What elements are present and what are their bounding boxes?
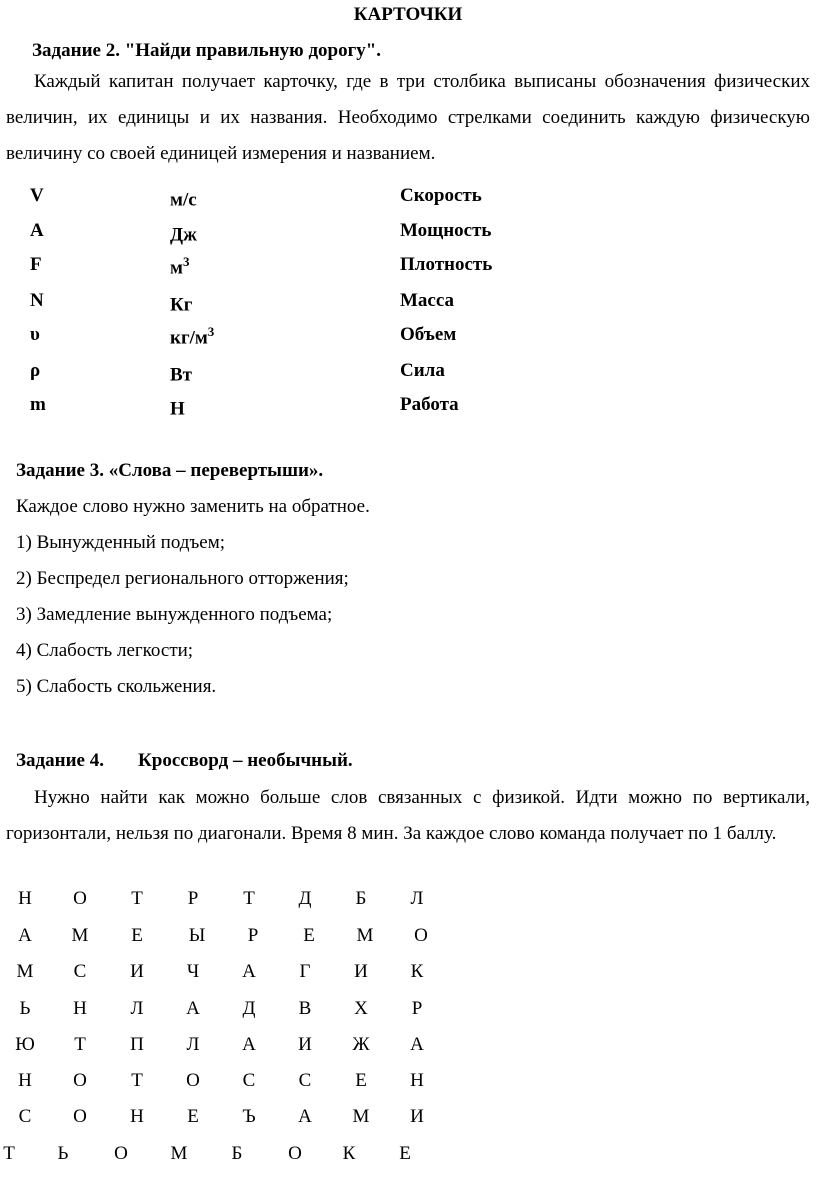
- grid-cell: Н: [410, 1070, 424, 1091]
- grid-cell: О: [73, 1070, 87, 1091]
- symbol-cell: υ: [30, 324, 40, 345]
- grid-cell: Т: [3, 1143, 15, 1164]
- grid-cell: К: [342, 1143, 356, 1164]
- grid-cell: С: [18, 1106, 32, 1127]
- grid-cell: Е: [131, 925, 143, 946]
- grid-cell: О: [414, 925, 428, 946]
- grid-cell: М: [71, 925, 89, 946]
- grid-cell: Т: [243, 888, 255, 909]
- grid-cell: И: [130, 961, 144, 982]
- grid-cell: А: [298, 1106, 312, 1127]
- grid-cell: М: [16, 961, 34, 982]
- grid-cell: А: [242, 961, 256, 982]
- grid-cell: К: [410, 961, 424, 982]
- task4-heading: Задание 4. Кроссворд – необычный.: [16, 750, 353, 771]
- grid-cell: Л: [130, 998, 144, 1019]
- symbol-cell: F: [30, 254, 42, 275]
- grid-cell: И: [354, 961, 368, 982]
- symbol-cell: A: [30, 220, 44, 241]
- task3-intro: Каждое слово нужно заменить на обратное.: [16, 496, 370, 517]
- task2-heading: Задание 2. "Найди правильную дорогу".: [32, 40, 382, 61]
- grid-cell: Е: [399, 1143, 411, 1164]
- grid-cell: М: [170, 1143, 188, 1164]
- grid-cell: М: [352, 1106, 370, 1127]
- grid-cell: Ъ: [242, 1106, 256, 1127]
- grid-cell: Е: [355, 1070, 367, 1091]
- grid-cell: А: [410, 1034, 424, 1055]
- grid-cell: Р: [411, 998, 423, 1019]
- grid-cell: Г: [299, 961, 311, 982]
- name-cell: Скорость: [400, 185, 482, 206]
- list-item: 3) Замедление вынужденного подъема;: [16, 604, 333, 625]
- unit-cell: Дж: [170, 224, 197, 246]
- list-item: 4) Слабость легкости;: [16, 640, 194, 661]
- grid-cell: А: [242, 1034, 256, 1055]
- name-cell: Плотность: [400, 254, 493, 275]
- grid-cell: С: [242, 1070, 256, 1091]
- task4-text: Нужно найти как можно больше слов связанных с физикой. Идти можно по вертикали, горизонтали, нельзя по диагонали. Время 8 мин. За каждое слово команда получает по 1 баллу.: [6, 787, 810, 844]
- grid-cell: Ь: [57, 1143, 69, 1164]
- grid-cell: Т: [131, 888, 143, 909]
- name-cell: Работа: [400, 394, 459, 415]
- grid-cell: Е: [187, 1106, 199, 1127]
- grid-cell: О: [73, 888, 87, 909]
- symbol-cell: m: [30, 394, 46, 415]
- unit-cell: Кг: [170, 294, 193, 316]
- list-item: 5) Слабость скольжения.: [16, 676, 217, 697]
- grid-cell: Р: [247, 925, 259, 946]
- grid-cell: М: [356, 925, 374, 946]
- grid-cell: С: [298, 1070, 312, 1091]
- grid-cell: Е: [303, 925, 315, 946]
- grid-cell: Н: [18, 888, 32, 909]
- grid-cell: Т: [131, 1070, 143, 1091]
- grid-cell: Ы: [188, 925, 206, 946]
- task3-heading: Задание 3. «Слова – перевертыши».: [16, 460, 324, 481]
- grid-cell: Б: [231, 1143, 243, 1164]
- name-cell: Мощность: [400, 220, 492, 241]
- task2-text: Каждый капитан получает карточку, где в три столбика выписаны обозначения физических величин, их единицы и их названия. Необходимо стрелками соединить каждую физическую величину со своей единицей измерения и названием.: [6, 71, 810, 164]
- list-item: 1) Вынужденный подъем;: [16, 532, 226, 553]
- grid-cell: Д: [242, 998, 256, 1019]
- grid-cell: Л: [186, 1034, 200, 1055]
- grid-cell: Ь: [19, 998, 31, 1019]
- grid-cell: С: [73, 961, 87, 982]
- grid-cell: Ч: [186, 961, 200, 982]
- unit-cell: $кг/м^3$: [170, 324, 215, 349]
- symbol-cell: ρ: [30, 360, 41, 381]
- unit-cell: Вт: [170, 364, 193, 386]
- grid-cell: Н: [18, 1070, 32, 1091]
- grid-cell: О: [73, 1106, 87, 1127]
- grid-cell: О: [114, 1143, 128, 1164]
- grid-cell: А: [186, 998, 200, 1019]
- grid-cell: Д: [298, 888, 312, 909]
- symbol-cell: V: [30, 185, 44, 206]
- grid-cell: В: [298, 998, 312, 1019]
- name-cell: Объем: [400, 324, 457, 345]
- grid-cell: И: [298, 1034, 312, 1055]
- name-cell: Масса: [400, 290, 455, 311]
- list-item: 2) Беспредел регионального отторжения;: [16, 568, 349, 589]
- unit-cell: м/с: [170, 189, 197, 211]
- grid-cell: Р: [187, 888, 199, 909]
- grid-cell: Н: [73, 998, 87, 1019]
- grid-cell: Х: [354, 998, 368, 1019]
- grid-cell: Ж: [352, 1034, 370, 1055]
- grid-cell: О: [288, 1143, 302, 1164]
- grid-cell: Л: [410, 888, 424, 909]
- grid-cell: Б: [355, 888, 367, 909]
- page-title: КАРТОЧКИ: [353, 4, 463, 25]
- unit-cell: $м^3$: [170, 254, 190, 279]
- grid-cell: О: [186, 1070, 200, 1091]
- grid-cell: А: [18, 925, 32, 946]
- symbol-cell: N: [30, 290, 44, 311]
- grid-cell: Т: [74, 1034, 86, 1055]
- grid-cell: И: [410, 1106, 424, 1127]
- grid-cell: Н: [130, 1106, 144, 1127]
- grid-cell: П: [130, 1034, 144, 1055]
- name-cell: Сила: [400, 360, 445, 381]
- grid-cell: Ю: [15, 1034, 35, 1055]
- unit-cell: Н: [170, 398, 185, 420]
